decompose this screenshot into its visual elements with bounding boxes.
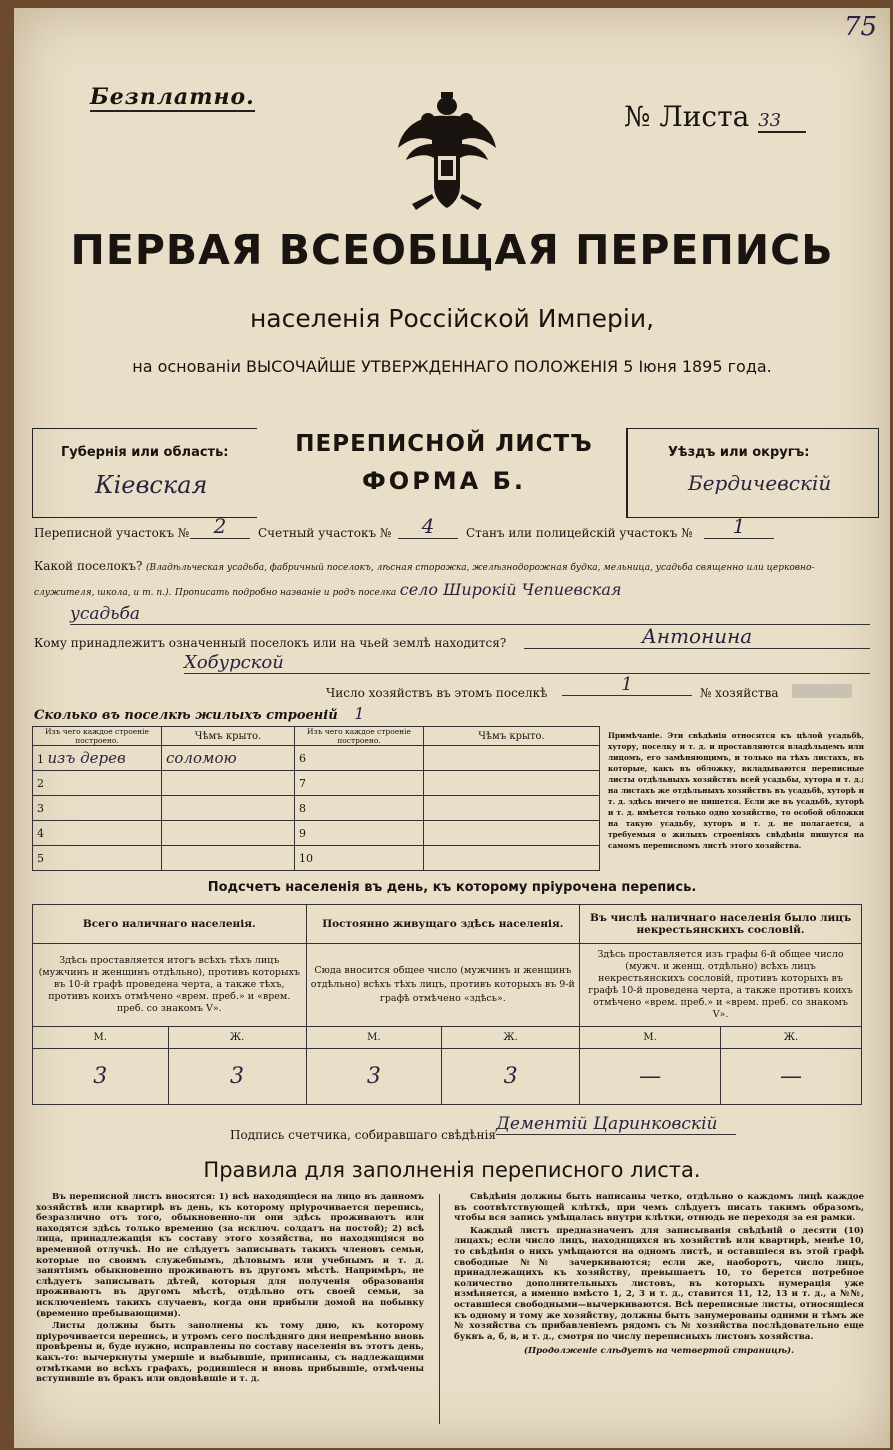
buildings-table <box>32 726 600 871</box>
poselok-label: Какой поселокъ? <box>34 559 143 573</box>
population-desc-permanent: Сюда вносится общее число (мужчинъ и женщинъ отдѣльно) всѣхъ тѣхъ лицъ, противъ которыхъ въ 9-й графѣ отмѣчено «здѣсь». <box>306 944 580 1027</box>
gubernia-value: Кіевская <box>95 471 208 499</box>
population-head-present: Всего наличнаго населенія. <box>33 905 307 944</box>
table-row: 3 8 <box>33 796 600 821</box>
census-form-sheet <box>14 8 890 1448</box>
rules-title: Правила для заполненія переписного листа. <box>203 1158 701 1182</box>
poselok-value: село Широкій Чепиевская <box>399 580 622 599</box>
census-subtitle: населенія Россійской Имперіи, <box>249 304 655 333</box>
schetny-value: 4 <box>398 514 458 539</box>
sheet-number <box>624 100 806 133</box>
table-row: 4 9 <box>33 821 600 846</box>
uezd-value: Бердичевскій <box>688 471 832 495</box>
buildings-head-roof: Чѣмъ крыто. <box>162 727 295 746</box>
population-table: Всего наличнаго населенія. Постоянно живущаго здѣсь населенія. Въ числѣ наличнаго населенія было лицъ некрестьянскихъ сословій. Здѣсь проставляется итогъ всѣхъ тѣхъ лицъ (мужчинъ и женщинъ отдѣльно), противъ которыхъ въ 10-й графѣ проведена черта, а также тѣхъ, противъ коихъ отмѣчено «врем. преб.» и «врем. преб. со знакомъ V». Сюда вносится общее число (мужчинъ и женщинъ отдѣльно) всѣхъ тѣхъ лицъ, противъ которыхъ въ 9-й графѣ отмѣчено «здѣсь». Здѣсь проставляется изъ графы 6-й общее число (мужч. и женщ. отдѣльно) всѣхъ лицъ некрестьянскихъ сословій, противъ которыхъ въ графѣ 10-й проведена черта, а также противъ коихъ отмѣчено «врем. преб.» и «врем. преб. со знакомъ V». М. Ж. М. Ж. М. Ж. 3 3 3 3 — — <box>32 904 862 1105</box>
buildings-head-what-2: Изъ чего каждое строеніе построено. <box>295 727 424 746</box>
form-title-line2: ФОРМА Б. <box>361 467 526 495</box>
rules-left-p2: Листы должны быть заполнены къ тому дню, къ которому пріурочивается перепись, и утромъ сего послѣдняго дня непремѣнно вновь провѣрены и, буде нужно, исправлены по составу населенія въ этотъ день, какъ-то: вычеркнуты умершіе и выбывшіе, приписаны, съ надлежащими отмѣтками во всѣхъ графахъ, родившіеся и вновь прибывшіе, отмѣчены вступившіе въ бракъ или овдовѣвшіе и т. д. <box>36 1321 424 1385</box>
present-women: 3 <box>168 1049 306 1105</box>
rules-right-p1: Свѣдѣнія должны быть написаны четко, отдѣльно о каждомъ лицѣ каждое въ соотвѣтствующей клѣткѣ, при чемъ слѣдуетъ писать такимъ образомъ, чтобы вся запись умѣщалась внутри клѣтки, отнюдь не переходя за ея рамки. <box>454 1192 864 1224</box>
buildings-value: 1 <box>354 704 365 723</box>
nonpeasant-women: — <box>721 1049 862 1105</box>
table-row: 2 7 <box>33 771 600 796</box>
owner-value: Антонина <box>524 624 870 649</box>
population-title: Подсчетъ населенія въ день, къ которому пріурочена перепись. <box>207 880 697 895</box>
permanent-men: 3 <box>306 1049 442 1105</box>
uezd-label: Уѣздъ или округъ: <box>668 445 810 460</box>
schetny-label: Счетный участокъ № <box>258 526 392 540</box>
population-desc-nonpeasant: Здѣсь проставляется изъ графы 6-й общее число (мужч. и женщ. отдѣльно) всѣхъ лицъ некрестьянскихъ сословій, противъ которыхъ въ графѣ 10-й проведена черта, а также противъ коихъ отмѣчено «врем. преб.» и «врем. преб. со знакомъ V». <box>580 944 862 1027</box>
census-title: ПЕРВАЯ ВСЕОБЩАЯ ПЕРЕПИСЬ <box>70 226 834 274</box>
households-label: Число хозяйствъ въ этомъ поселкѣ <box>326 686 548 700</box>
buildings-label: Сколько въ поселкѣ жилыхъ строеній <box>34 708 338 723</box>
present-men: 3 <box>33 1049 169 1105</box>
sheet-number-value: 33 <box>758 110 806 133</box>
household-no-label: № хозяйства <box>700 686 779 700</box>
rules-divider <box>439 1194 440 1424</box>
form-title-line1: ПЕРЕПИСНОЙ ЛИСТЪ <box>295 431 593 457</box>
population-head-permanent: Постоянно живущаго здѣсь населенія. <box>306 905 580 944</box>
buildings-head-roof-2: Чѣмъ крыто. <box>424 727 600 746</box>
gubernia-box <box>32 428 257 518</box>
sheet-number-label: № Листа <box>624 100 750 133</box>
census-decree-line: на основаніи ВЫСОЧАЙШЕ УТВЕРЖДЕННАГО ПОЛОЖЕНІЯ 5 Іюня 1895 года. <box>132 357 772 376</box>
poselok-question <box>34 556 864 604</box>
buildings-note: Примѣчаніе. Эти свѣдѣнія относятся къ цѣлой усадьбѣ, хутору, поселку и т. д. и проставляются владѣльцемъ или лицомъ, его замѣняющимъ, и только на тѣхъ листахъ, въ которые, какъ въ обложку, вкладываются переписные листы отдѣльныхъ хозяйствъ всей усадьбы, хутора и т. д.; на листахъ же отдѣльныхъ хозяйствъ въ усадьбѣ, хуторѣ и т. д. здѣсь ничего не пишется. Если же въ усадьбѣ, хуторѣ и т. д. имѣется только одно хозяйство, то особой обложки на такую усадьбу, хуторъ и т. д. не полагается, а требуемыя о жилыхъ строеніяхъ свѣдѣнія пишутся на самомъ переписномъ листѣ этого хозяйства. <box>608 731 864 850</box>
permanent-women: 3 <box>442 1049 580 1105</box>
table-row: 5 10 <box>33 846 600 871</box>
uezd-box <box>626 428 879 518</box>
poselok-value-line2: усадьба <box>70 604 870 625</box>
rules-right-column <box>454 1192 864 1357</box>
stan-value: 1 <box>704 514 774 539</box>
gubernia-label: Губернія или область: <box>61 445 229 460</box>
nonpeasant-men: — <box>580 1049 721 1105</box>
stan-label: Станъ или полицейскій участокъ № <box>466 526 693 540</box>
households-value: 1 <box>562 674 692 696</box>
household-no-field <box>792 684 852 698</box>
poselok-instruction: Прописать подробно названіе и родъ поселка <box>174 588 397 598</box>
archive-number: 75 <box>844 12 878 42</box>
rules-right-p2: Каждый листъ предназначенъ для записыванія свѣдѣній о десяти (10) лицахъ; если число лицъ, находящихся въ хозяйствѣ или квартирѣ, менѣе 10, то свѣдѣнія о нихъ умѣщаются на одномъ листѣ, и оставшіеся въ этой графѣ свободные №№ зачеркиваются; если же, наоборотъ, число лицъ, принадлежащихъ къ хозяйству, превышаетъ 10, то берется потребное количество дополнительныхъ листовъ, въ которыхъ нумерація уже измѣняется, а именно вмѣсто 1, 2, 3 и т. д., ставится 11, 12, 13 и т. д., а №№, оставшіеся свободными—вычеркиваются. Всѣ переписные листы, относящіеся къ одному и тому же хозяйству, должны быть занумерованы одними и тѣмъ же № хозяйства съ прибавленіемъ рядомъ съ № хозяйства послѣдовательно еще буквъ а, б, в, и т. д., смотря по числу переписныхъ листовъ хозяйства. <box>454 1225 864 1342</box>
rules-left-column <box>36 1192 424 1387</box>
uchastok-label: Переписной участокъ № <box>34 526 190 540</box>
poselok-hint: (Владѣльческая усадьба, фабричный поселокъ, лѣсная сторожка, желѣзнодорожная будка, мельница, усадьба священно или церковно-служителя, школа, и т. п.). <box>34 563 815 598</box>
population-desc-present: Здѣсь проставляется итогъ всѣхъ тѣхъ лицъ (мужчинъ и женщинъ отдѣльно), противъ которыхъ въ 10-й графѣ проведена черта, а также тѣхъ, противъ коихъ отмѣчено «врем. преб.» и «врем. преб. со знакомъ V». <box>33 944 307 1027</box>
table-row: 1 изъ дерев соломою 6 <box>33 746 600 771</box>
double-headed-eagle-emblem <box>392 86 502 216</box>
free-of-charge-label: Безплатно. <box>90 84 255 110</box>
owner-value-line2: Хобурской <box>184 652 870 674</box>
buildings-head-what: Изъ чего каждое строеніе построено. <box>33 727 162 746</box>
rules-continued: (Продолженіе слѣдуетъ на четвертой страницѣ). <box>523 1346 795 1357</box>
population-head-nonpeasant: Въ числѣ наличнаго населенія было лицъ некрестьянскихъ сословій. <box>580 905 862 944</box>
rules-left-p1: Въ переписной листъ вносятся: 1) всѣ находящіеся на лицо въ данномъ хозяйствѣ или квартирѣ въ день, къ которому пріурочивается перепись, безразлично отъ того, обыкновенно-ли они здѣсь проживаютъ или находятся здѣсь только временно (за исключ. солдатъ на постой); 2) всѣ лица, принадлежащія къ составу этого хозяйства, но находящіяся во временной отлучкѣ. Но не слѣдуетъ записывать такихъ членовъ семьи, которые по своимъ служебнымъ, дѣловымъ или учебнымъ и т. д. занятіямъ обыкновенно проживаютъ въ другомъ мѣстѣ. Напримѣръ, не слѣдуетъ записывать дѣтей, которыя для полученія образованія проживаютъ въ другомъ мѣстѣ, отдѣльно отъ своей семьи, за исключеніемъ такихъ случаевъ, когда они прибыли домой на побывку (временно пребывающими). <box>36 1192 424 1319</box>
buildings-line <box>34 704 364 723</box>
uchastok-value: 2 <box>190 514 250 539</box>
owner-label: Кому принадлежитъ означенный поселокъ или на чьей землѣ находится? <box>34 636 507 650</box>
form-title <box>274 431 614 495</box>
signature-label: Подпись счетчика, собиравшаго свѣдѣнія <box>230 1128 496 1142</box>
signature-value: Дементій Царинковскій <box>496 1114 736 1135</box>
